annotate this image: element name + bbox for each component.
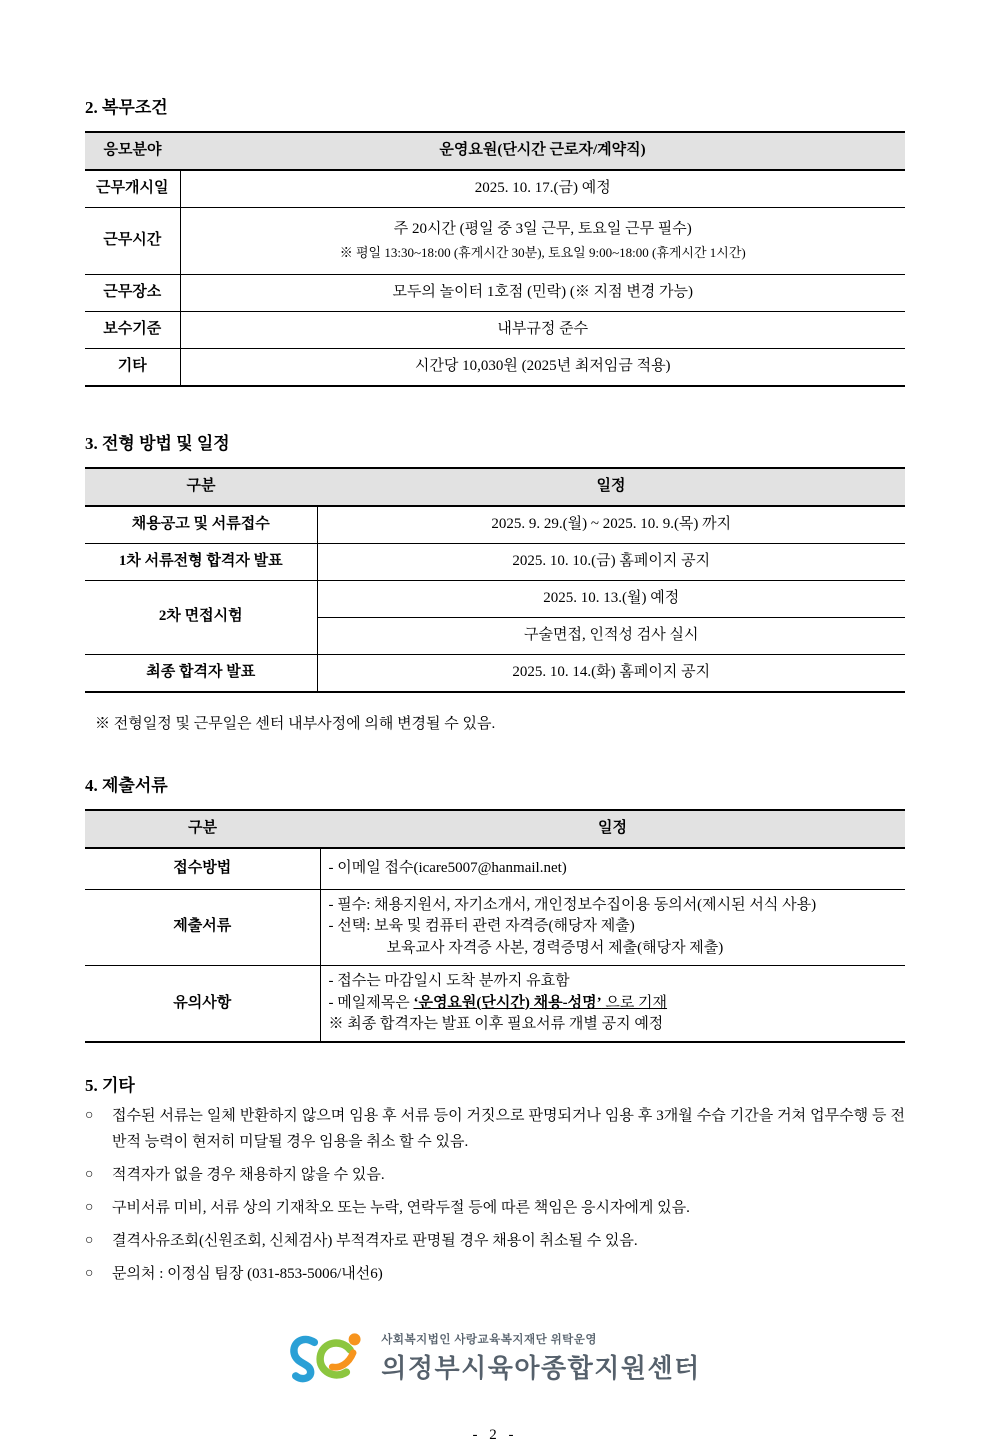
bullet-text: 결격사유조회(신원조회, 신체검사) 부적격자로 판명될 경우 채용이 취소될 수 있음. <box>112 1233 638 1250</box>
mail-title-prefix: - 메일제목은 <box>328 994 414 1011</box>
work-hours-detail: ※ 평일 13:30~18:00 (휴게시간 30분), 토요일 9:00~18:00 (휴게시간 1시간) <box>339 244 746 260</box>
bullet-text: 문의처 : 이정심 팀장 (031-853-5006/내선6) <box>112 1266 383 1283</box>
header-cell: 응모분야 <box>85 132 180 170</box>
row-value-cell: 시간당 10,030원 (2025년 최저임금 적용) <box>180 348 905 386</box>
page-number: - 2 - <box>472 1427 518 1444</box>
notice-line-final: ※ 최종 합격자는 발표 이후 필요서류 개별 공지 예정 <box>328 1016 664 1033</box>
header-cell: 일정 <box>317 468 905 506</box>
row-label-cell: 유의사항 <box>85 965 320 1042</box>
section-title: 5. 기타 <box>85 1076 135 1096</box>
row-label-cell: 2차 면접시험 <box>85 580 317 654</box>
table-row <box>85 348 905 386</box>
list-item <box>85 1195 905 1221</box>
list-item <box>85 1228 905 1254</box>
logo-text-block <box>381 1331 700 1385</box>
mail-title-format: ‘운영요원(단시간) 채용-성명’ <box>413 994 602 1011</box>
row-value-cell <box>180 208 905 275</box>
row-value-cell: 2025. 10. 14.(화) 홈페이지 공지 <box>317 654 905 692</box>
header-cell: 일정 <box>320 810 905 848</box>
list-item <box>85 1261 905 1287</box>
mail-title-suffix: 으로 기재 <box>601 994 668 1011</box>
table-row <box>85 311 905 348</box>
org-logo <box>85 1329 905 1387</box>
misc-bullet-list <box>85 1103 905 1287</box>
row-label-cell: 근무개시일 <box>85 170 180 208</box>
section-misc <box>85 1071 905 1287</box>
work-hours-main: 주 20시간 (평일 중 3일 근무, 토요일 근무 필수) <box>393 221 692 237</box>
table-row <box>85 965 905 1042</box>
row-value-cell: 2025. 10. 17.(금) 예정 <box>180 170 905 208</box>
docs-optional-line2: 보육교사 자격증 사본, 경력증명서 제출(해당자 제출) <box>386 940 724 957</box>
row-value-cell: - 이메일 접수(icare5007@hanmail.net) <box>320 848 905 890</box>
row-value-cell: 2025. 9. 29.(월) ~ 2025. 10. 9.(목) 까지 <box>317 506 905 544</box>
docs-optional-line: - 선택: 보육 및 컴퓨터 관련 자격증(해당자 제출) <box>328 918 635 935</box>
row-value-cell: 구술면접, 인적성 검사 실시 <box>317 617 905 654</box>
table-row <box>85 889 905 965</box>
header-cell: 운영요원(단시간 근로자/계약직) <box>180 132 905 170</box>
section-title: 2. 복무조건 <box>85 98 168 117</box>
row-label-cell: 근무시간 <box>85 208 180 275</box>
docs-required-line: - 필수: 채용지원서, 자기소개서, 개인정보수집이용 동의서(제시된 서식 사용) <box>328 896 817 913</box>
circle-bullet-icon: ○ <box>85 1200 94 1216</box>
section-title: 3. 전형 방법 및 일정 <box>85 433 230 453</box>
row-label-cell: 보수기준 <box>85 311 180 348</box>
circle-bullet-icon: ○ <box>85 1233 94 1249</box>
table-row <box>85 274 905 311</box>
table-row <box>85 543 905 580</box>
selection-schedule-table <box>85 467 905 693</box>
table-row <box>85 848 905 890</box>
row-value-cell <box>320 889 905 965</box>
table-row <box>85 580 905 617</box>
row-label-cell: 1차 서류전형 합격자 발표 <box>85 543 317 580</box>
logo-org-name: 의정부시육아종합지원센터 <box>381 1354 701 1384</box>
schedule-change-note: ※ 전형일정 및 근무일은 센터 내부사정에 의해 변경될 수 있음. <box>95 715 496 732</box>
header-cell: 구분 <box>85 810 320 848</box>
header-cell: 구분 <box>85 468 317 506</box>
bullet-text: 적격자가 없을 경우 채용하지 않을 수 있음. <box>112 1167 385 1184</box>
section-title: 4. 제출서류 <box>85 775 168 795</box>
row-value-cell: 내부규정 준수 <box>180 311 905 348</box>
section-work-conditions <box>85 93 905 387</box>
row-label-cell: 최종 합격자 발표 <box>85 654 317 692</box>
table-row <box>85 654 905 692</box>
notice-line-mail-title <box>329 993 898 1015</box>
row-label-cell: 근무장소 <box>85 274 180 311</box>
work-conditions-table <box>85 131 905 387</box>
table-row <box>85 170 905 208</box>
table-row <box>85 208 905 275</box>
circle-bullet-icon: ○ <box>85 1108 94 1124</box>
list-item <box>85 1162 905 1188</box>
section-selection-schedule <box>85 429 905 733</box>
table-header-row <box>85 468 905 506</box>
section-submission-documents <box>85 771 905 1044</box>
row-value-cell: 2025. 10. 10.(금) 홈페이지 공지 <box>317 543 905 580</box>
row-value-cell: 모두의 놀이터 1호점 (민락) (※ 지점 변경 가능) <box>180 274 905 311</box>
list-item <box>85 1103 905 1155</box>
row-value-cell: 2025. 10. 13.(월) 예정 <box>317 580 905 617</box>
row-label-cell: 접수방법 <box>85 848 320 890</box>
row-label-cell: 채용공고 및 서류접수 <box>85 506 317 544</box>
logo-dot-icon <box>349 1333 361 1345</box>
row-label-cell: 기타 <box>85 348 180 386</box>
table-header-row <box>85 132 905 170</box>
notice-line-deadline: - 접수는 마감일시 도착 분까지 유효함 <box>328 972 570 989</box>
logo-mark-icon <box>289 1329 371 1387</box>
submission-documents-table <box>85 809 905 1044</box>
row-value-cell <box>320 965 905 1042</box>
table-header-row <box>85 810 905 848</box>
bullet-text: 접수된 서류는 일체 반환하지 않으며 임용 후 서류 등이 거짓으로 판명되거나 임용 후 3개월 수습 기간을 거쳐 업무수행 등 전반적 능력이 현저히 미달될 경우 임용을 취소 할 수 있음. <box>112 1108 905 1151</box>
bullet-text: 구비서류 미비, 서류 상의 기재착오 또는 누락, 연락두절 등에 따른 책임은 응시자에게 있음. <box>112 1200 690 1217</box>
table-row <box>85 506 905 544</box>
row-label-cell: 제출서류 <box>85 889 320 965</box>
circle-bullet-icon: ○ <box>85 1266 94 1282</box>
logo-tagline: 사회복지법인 사랑교육복지재단 위탁운영 <box>381 1334 598 1347</box>
circle-bullet-icon: ○ <box>85 1167 94 1183</box>
